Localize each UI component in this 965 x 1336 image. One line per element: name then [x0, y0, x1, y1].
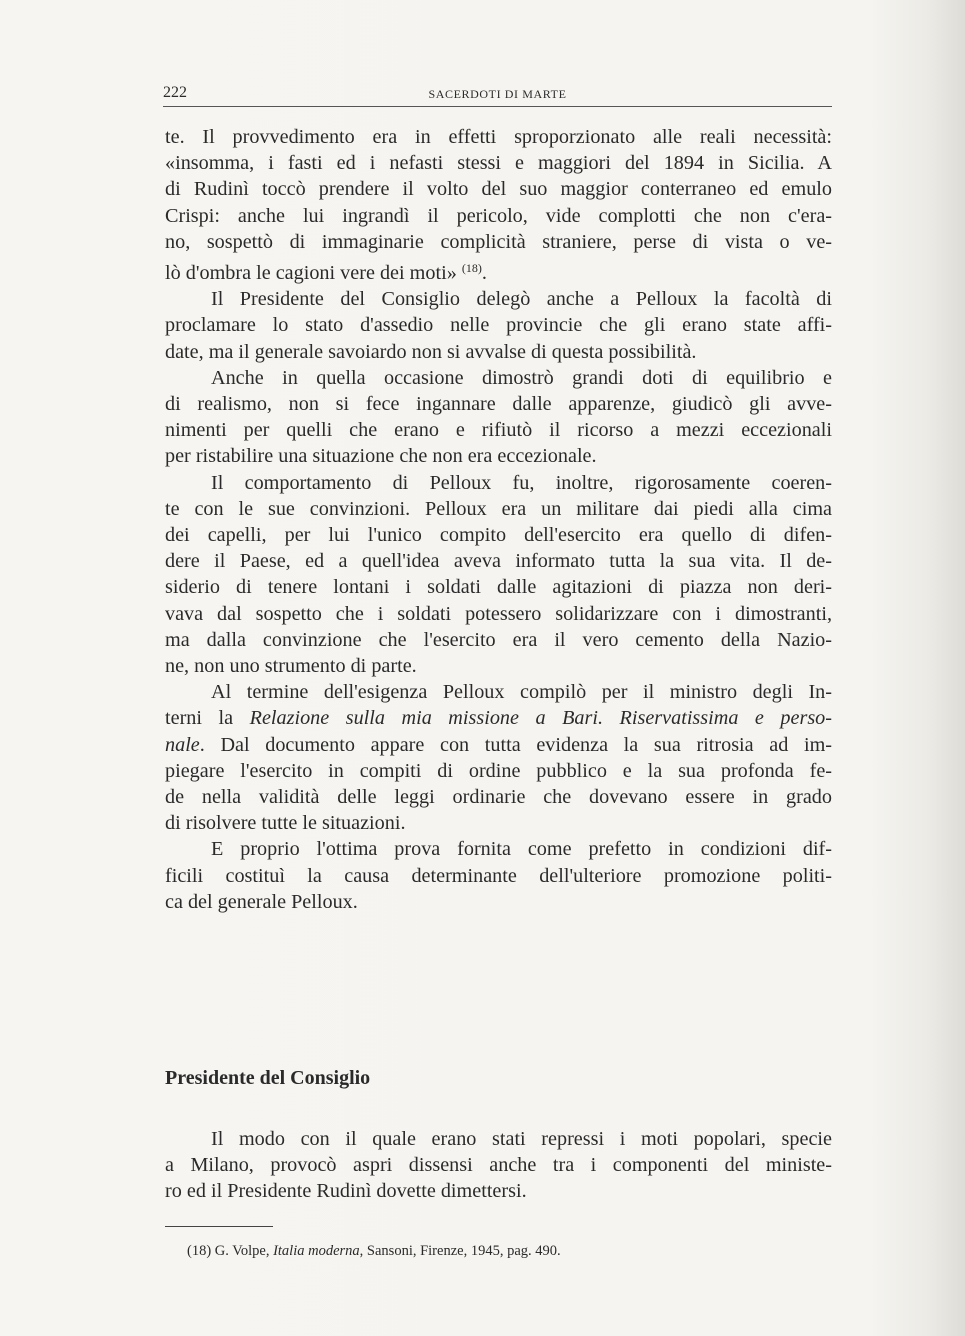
text-line: te con le sue convinzioni. Pelloux era un militare dai piedi alla cima — [165, 497, 832, 520]
text-line: de nella validità delle leggi ordinarie che dovevano essere in grado — [165, 786, 832, 809]
footnote-details: , Sansoni, Firenze, 1945, pag. 490. — [359, 1243, 561, 1259]
text-fragment: lò d'ombra le cagioni vere dei moti» — [165, 262, 457, 285]
text-line: nimenti per quelli che erano e rifiutò il ricorso a mezzi eccezionali — [165, 419, 832, 442]
text-fragment: terni la — [165, 707, 234, 730]
paragraph-first-line: Il modo con il quale erano stati repressi i moti popolari, specie — [211, 1128, 832, 1150]
footnote-author: G. Volpe, — [214, 1243, 270, 1259]
text-line: dere il Paese, ed a quell'idea aveva informato tutta la sua vita. Il de- — [165, 550, 832, 573]
text-line: dei capelli, per lui l'unico compito dell'esercito era quello di difen- — [165, 524, 832, 547]
document-title-italic: nale — [165, 733, 200, 756]
footnote-divider — [165, 1226, 273, 1227]
footnote — [187, 1243, 561, 1260]
text-line: te. Il provvedimento era in effetti sproporzionato alle reali necessità: — [165, 126, 832, 148]
footnote-number: (18) — [187, 1243, 212, 1259]
running-title: SACERDOTI DI MARTE — [428, 87, 567, 101]
text-line: a Milano, provocò aspri dissensi anche tra i componenti del ministe- — [165, 1154, 832, 1177]
section-heading: Presidente del Consiglio — [165, 1067, 371, 1089]
text-line: per ristabilire una situazione che non era eccezionale. — [165, 445, 597, 468]
text-line: di Rudinì toccò prendere il volto del suo maggior conterraneo ed emulo — [165, 178, 832, 201]
text-line: proclamare lo stato d'assedio nelle provincie che gli erano state affi- — [165, 314, 832, 337]
footnote-title: Italia moderna — [273, 1243, 360, 1259]
text-line: ma dalla convinzione che l'esercito era il vero cemento della Nazio- — [165, 628, 832, 651]
text-line: «insomma, i fasti ed i nefasti stessi e maggiori del 1894 in Sicilia. A — [165, 152, 832, 175]
text-line: vava dal sospetto che i soldati potessero solidarizzare con i dimostranti, — [165, 602, 832, 625]
paragraph-first-line: Anche in quella occasione dimostrò grandi doti di equilibrio e — [211, 366, 832, 389]
document-title-italic: Relazione sulla mia missione a Bari. Riservatissima e perso- — [249, 707, 832, 730]
paragraph-first-line: E proprio l'ottima prova fornita come prefetto in condizioni dif- — [211, 838, 832, 861]
text-line: di realismo, non si fece ingannare dalle apparenze, giudicò gli avve- — [165, 393, 832, 416]
footnote-reference: (18) — [461, 261, 482, 276]
text-line — [165, 255, 832, 286]
text-fragment: . Dal documento appare con tutta evidenza la sua ritrosia ad im- — [199, 733, 832, 756]
paragraph-first-line: Al termine dell'esigenza Pelloux compilò per il ministro degli In- — [211, 681, 832, 704]
text-line: ro ed il Presidente Rudinì dovette dimettersi. — [165, 1180, 527, 1203]
page-header — [163, 84, 832, 107]
body-text — [165, 124, 832, 915]
text-line: siderio di tenere lontani i soldati dalle agitazioni di piazza non deri- — [165, 576, 832, 599]
text-line: ficili costituì la causa determinante dell'ulteriore promozione politi- — [165, 864, 832, 887]
text-line: piegare l'esercito in compiti di ordine pubblico e la sua profonda fe- — [165, 759, 832, 782]
text-line — [165, 732, 832, 758]
text-line — [165, 705, 832, 731]
text-line: ne, non uno strumento di parte. — [165, 655, 417, 678]
text-line: ca del generale Pelloux. — [165, 890, 358, 913]
paragraph-first-line: Il Presidente del Consiglio delegò anche a Pelloux la facoltà di — [211, 288, 832, 311]
text-line: di risolvere tutte le situazioni. — [165, 812, 406, 835]
paragraph-first-line: Il comportamento di Pelloux fu, inoltre, rigorosamente coeren- — [211, 471, 832, 494]
text-line: no, sospettò di immaginarie complicità straniere, perse di vista o ve- — [165, 230, 832, 253]
page-number: 222 — [163, 84, 187, 101]
text-line: Crispi: anche lui ingrandì il pericolo, vide complotti che non c'era- — [165, 204, 832, 227]
text-line: date, ma il generale savoiardo non si avvalse di questa possibilità. — [165, 340, 697, 363]
section-text — [165, 1126, 832, 1205]
sentence-end: . — [481, 262, 487, 285]
